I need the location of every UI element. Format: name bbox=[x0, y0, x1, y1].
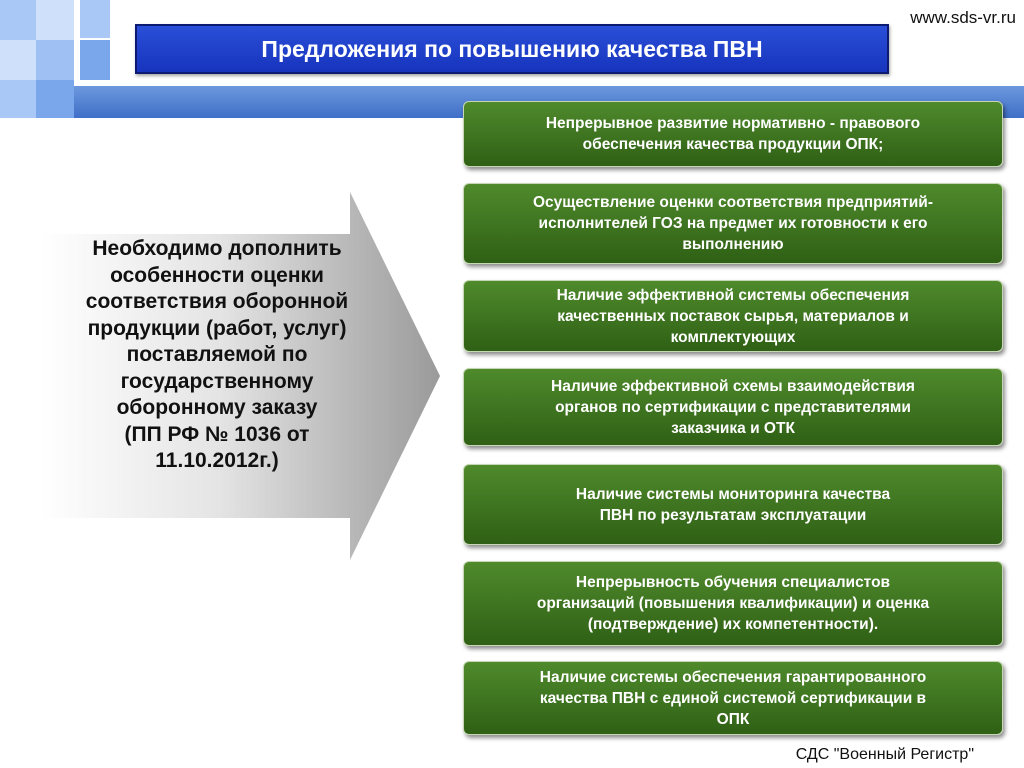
proposal-line: Непрерывность обучения специалистов bbox=[575, 574, 891, 591]
proposal-line: Осуществление оценки соответствия предприятий- bbox=[533, 194, 933, 211]
proposal-box bbox=[463, 561, 1003, 646]
proposal-line: Наличие системы мониторинга качества bbox=[575, 485, 891, 503]
proposal-line: ПВН по результатам эксплуатации bbox=[599, 506, 867, 524]
slide-title-text: Предложения по повышению качества ПВН bbox=[261, 35, 763, 62]
decor-square bbox=[0, 80, 36, 118]
site-url[interactable]: www.sds-vr.ru bbox=[910, 8, 1016, 27]
arrow-line: Необходимо дополнить bbox=[92, 237, 342, 260]
proposal-line: (подтверждение) их компетентности). bbox=[587, 616, 879, 633]
arrow-line: соответствия оборонной bbox=[85, 290, 349, 313]
arrow-line: государственному bbox=[120, 369, 314, 393]
decor-square bbox=[36, 40, 74, 80]
decor-square bbox=[36, 80, 74, 118]
proposal-line: исполнителей ГОЗ на предмет их готовности к его bbox=[538, 215, 928, 232]
proposal-line: качества ПВН с единой системой сертификации в bbox=[539, 689, 927, 707]
proposal-box bbox=[463, 280, 1003, 352]
proposal-line: обеспечения качества продукции ОПК; bbox=[582, 136, 884, 153]
arrow-line: поставляемой по bbox=[126, 343, 308, 366]
arrow-line: оборонному заказу bbox=[116, 396, 318, 419]
proposal-line: Наличие эффективной системы обеспечения bbox=[556, 286, 910, 304]
slide-title bbox=[135, 24, 889, 74]
footer-text: СДС "Военный Регистр" bbox=[795, 746, 974, 763]
proposal-box bbox=[463, 368, 1003, 446]
proposal-box bbox=[463, 661, 1003, 735]
decor-square bbox=[36, 0, 74, 40]
arrow-line: продукции (работ, услуг) bbox=[87, 316, 347, 340]
proposal-line: организаций (повышения квалификации) и оценка bbox=[536, 595, 930, 612]
proposal-line: заказчика и ОТК bbox=[671, 419, 795, 437]
decor-square bbox=[0, 0, 36, 40]
arrow-line: (ПП РФ № 1036 от bbox=[124, 422, 310, 446]
arrow-text bbox=[52, 236, 382, 475]
arrow-line: особенности оценки bbox=[110, 263, 324, 287]
proposal-line: Наличие эффективной схемы взаимодействия bbox=[551, 377, 915, 395]
proposal-line: Наличие системы обеспечения гарантированного bbox=[539, 668, 927, 686]
proposal-box bbox=[463, 464, 1003, 545]
decor-square bbox=[80, 40, 110, 80]
proposal-line: Непрерывное развитие нормативно - правового bbox=[545, 115, 921, 132]
proposal-box bbox=[463, 183, 1003, 264]
proposal-line: органов по сертификации с представителями bbox=[555, 398, 911, 416]
proposal-line: комплектующих bbox=[670, 328, 796, 346]
arrow-callout bbox=[40, 192, 440, 560]
decor-square bbox=[80, 0, 110, 38]
proposal-line: качественных поставок сырья, материалов и bbox=[557, 307, 909, 325]
proposal-line: выполнению bbox=[682, 236, 784, 253]
proposal-box bbox=[463, 101, 1003, 167]
proposal-line: ОПК bbox=[716, 710, 750, 728]
arrow-line: 11.10.2012г.) bbox=[155, 449, 279, 472]
decor-square bbox=[0, 40, 36, 80]
